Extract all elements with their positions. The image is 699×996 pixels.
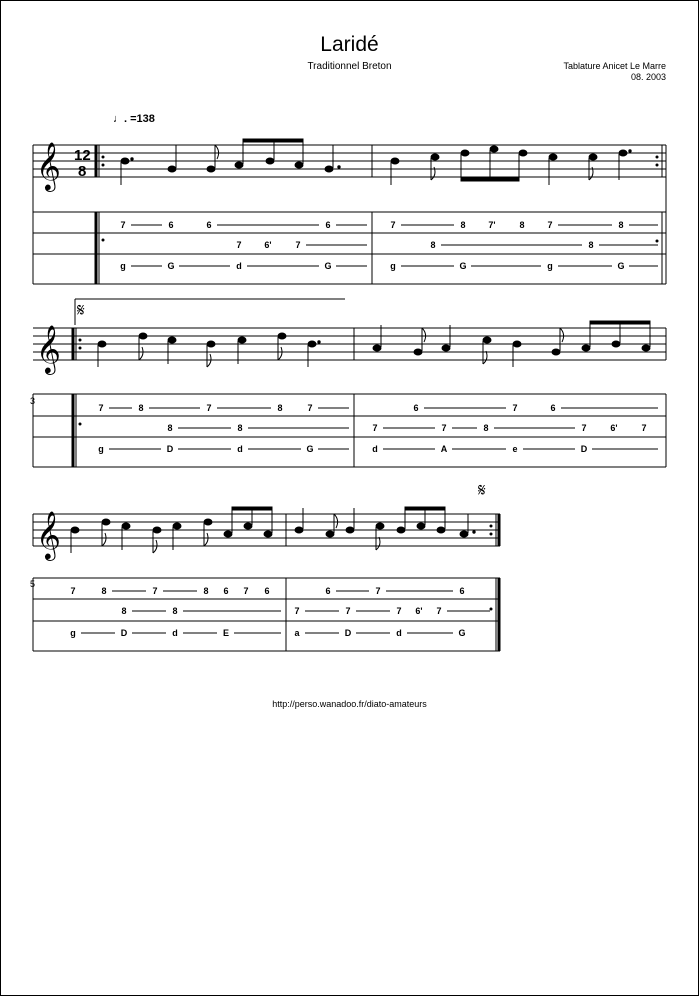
note [431, 154, 439, 180]
notes-system-1 [121, 139, 631, 185]
tab-entry: 7 [98, 403, 104, 413]
tab-entry: d [236, 261, 242, 271]
tab-entry: 8 [460, 220, 466, 230]
note [121, 158, 133, 185]
note [168, 145, 176, 172]
note [139, 333, 147, 360]
credit-author: Tablature Anicet Le Marre [563, 61, 666, 71]
note [235, 140, 243, 168]
note [98, 341, 106, 367]
note [417, 508, 425, 529]
tab-entry: 6 [550, 403, 556, 413]
segno-icon: 𝄋 [77, 300, 85, 320]
note [325, 145, 340, 172]
note [513, 341, 521, 367]
tab-entry: 7 [120, 220, 126, 230]
tab-entry: 8 [203, 586, 209, 596]
note [278, 333, 286, 360]
tab-entry: 6 [459, 586, 465, 596]
tab-entry: g [390, 261, 396, 271]
tab-entry: 7 [641, 423, 647, 433]
note [460, 514, 475, 537]
repeat-start-2 [73, 328, 82, 467]
treble-clef-icon: 𝄞 [36, 511, 61, 558]
time-signature-bottom: 8 [78, 163, 87, 180]
note [397, 508, 405, 533]
tab-entry: D [166, 444, 174, 454]
tab-entry: g [70, 628, 76, 638]
beam [405, 507, 445, 510]
tab-entry: 7 [547, 220, 553, 230]
tab-entry: 7 [236, 240, 242, 250]
tab-entry: 6' [415, 606, 423, 616]
note [207, 341, 215, 367]
tab-entry: g [120, 261, 126, 271]
beam [243, 139, 303, 142]
note [373, 325, 381, 351]
note [326, 514, 338, 537]
segno-icon: 𝄋 [478, 480, 486, 500]
measure-number: 5 [30, 579, 36, 589]
tab-entry: 6 [325, 586, 331, 596]
tab-entry: G [324, 261, 332, 271]
tab-entry: 7 [441, 423, 447, 433]
tab-entry: 7 [206, 403, 212, 413]
note [552, 328, 564, 355]
tab-entry: 7 [70, 586, 76, 596]
note [295, 508, 303, 533]
tab-entry: 7 [295, 240, 301, 250]
note [71, 527, 79, 553]
tab-entry: G [459, 261, 467, 271]
note [153, 527, 161, 553]
tab-entry: 8 [618, 220, 624, 230]
tab-entry: g [547, 261, 553, 271]
credit-date: 08. 2003 [630, 72, 666, 82]
tab-entry: G [458, 628, 466, 638]
tab-entry: d [396, 628, 402, 638]
tab-entry: d [237, 444, 243, 454]
tab-entry: 6 [168, 220, 174, 230]
note [308, 341, 320, 367]
song-origin: Traditionnel Breton [307, 61, 392, 72]
tab-entry: G [167, 261, 175, 271]
note [204, 519, 212, 546]
note [589, 154, 597, 180]
tempo-marking: ♩. =138 [113, 113, 155, 125]
tablature-entries [70, 220, 658, 638]
treble-clef-icon: 𝄞 [36, 325, 61, 372]
note [519, 150, 527, 180]
note [102, 519, 110, 546]
note [414, 328, 426, 355]
note [391, 158, 399, 185]
tab-entry: 7 [436, 606, 442, 616]
tab-entry: 6 [206, 220, 212, 230]
tab-entry: d [172, 628, 178, 638]
repeat-start-1 [96, 145, 105, 284]
note [207, 145, 219, 172]
tab-entry: 8 [167, 423, 173, 433]
tab-entry: 7 [512, 403, 518, 413]
tab-entry: d [372, 444, 378, 454]
tab-entry: 6 [413, 403, 419, 413]
tab-entry: 8 [483, 423, 489, 433]
tab-entry: 7 [372, 423, 378, 433]
tab-entry: G [306, 444, 314, 454]
tab-entry: 6 [264, 586, 270, 596]
note [295, 140, 303, 168]
tab-entry: e [512, 444, 518, 454]
tab-entry: 8 [588, 240, 594, 250]
beam [232, 507, 272, 510]
song-title: Laridé [320, 33, 379, 56]
tab-entry: A [440, 444, 448, 454]
tab-staff-1 [33, 145, 666, 284]
tab-entry: 6' [610, 423, 618, 433]
system-1 [33, 139, 666, 284]
tab-entry: 8 [519, 220, 525, 230]
tab-entry: 7 [152, 586, 158, 596]
repeat-end-1 [656, 145, 663, 284]
tab-entry: 7 [581, 423, 587, 433]
tab-entry: 7 [294, 606, 300, 616]
tab-entry: G [617, 261, 625, 271]
system-2 [30, 299, 666, 467]
beam [590, 321, 650, 324]
tab-entry: 8 [277, 403, 283, 413]
tab-entry: 6 [223, 586, 229, 596]
footer-url: http://perso.wanadoo.fr/diato-amateurs [272, 699, 427, 709]
tab-entry: 8 [121, 606, 127, 616]
tab-entry: g [98, 444, 104, 454]
tab-entry: 7 [307, 403, 313, 413]
tab-entry: 8 [430, 240, 436, 250]
tab-entry: a [294, 628, 300, 638]
note [490, 146, 498, 180]
tab-entry: 8 [138, 403, 144, 413]
tab-entry: 7' [488, 220, 496, 230]
note [619, 150, 631, 180]
note [612, 322, 620, 347]
staff-2 [33, 328, 666, 360]
system-3 [30, 480, 500, 651]
tab-entry: 8 [237, 423, 243, 433]
note [266, 140, 274, 164]
tab-entry: 7 [375, 586, 381, 596]
note [437, 508, 445, 533]
tab-staff-2 [33, 394, 666, 467]
tab-entry: E [222, 628, 230, 638]
tab-entry: D [344, 628, 352, 638]
note [244, 508, 252, 529]
measure-number: 3 [30, 396, 36, 406]
tab-entry: 6 [325, 220, 331, 230]
tab-entry: 7 [390, 220, 396, 230]
note [461, 150, 469, 180]
beam [461, 178, 519, 181]
tab-entry: 6' [264, 240, 272, 250]
tab-entry: 7 [396, 606, 402, 616]
treble-clef-icon: 𝄞 [36, 142, 61, 189]
tab-entry: 7 [345, 606, 351, 616]
note [442, 325, 450, 351]
tab-entry: 8 [101, 586, 107, 596]
tab-entry: D [580, 444, 588, 454]
note [346, 508, 354, 533]
tab-entry: 8 [172, 606, 178, 616]
staff-3 [33, 514, 500, 546]
time-signature-top: 12 [74, 147, 91, 164]
tab-entry: D [120, 628, 128, 638]
tab-entry: 7 [243, 586, 249, 596]
